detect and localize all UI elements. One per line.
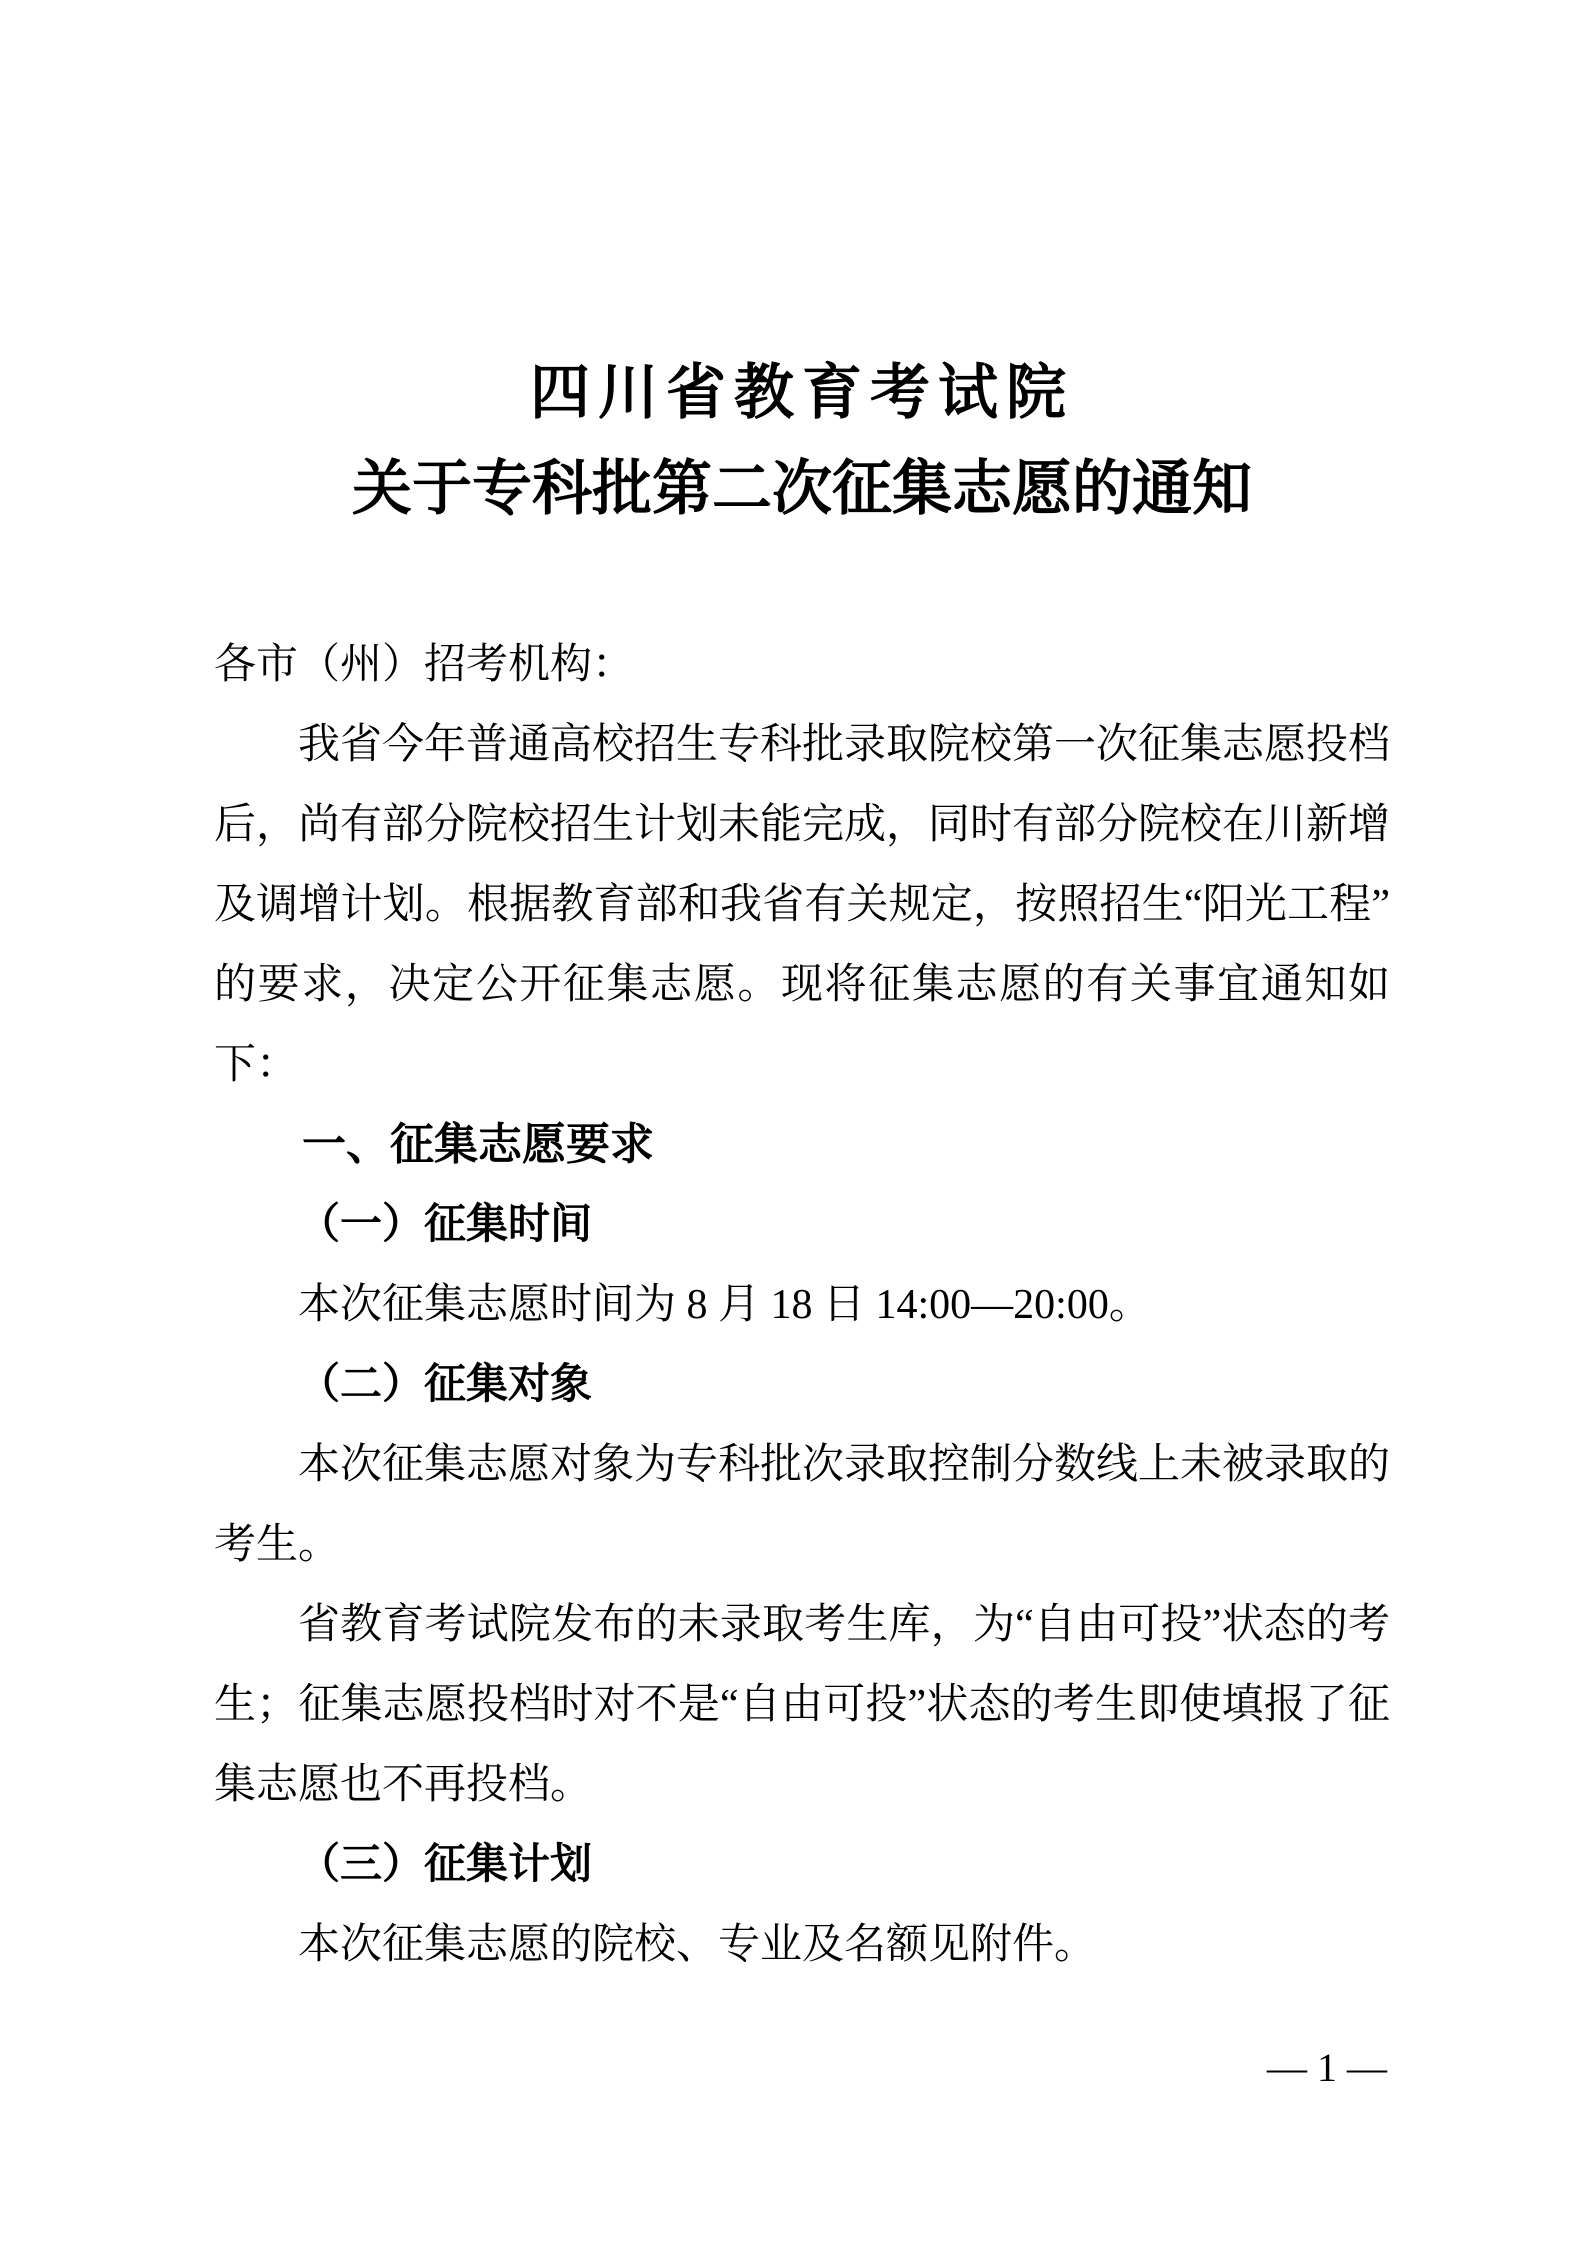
document-title-line1: 四川省教育考试院: [530, 358, 1074, 428]
page-number: — 1 —: [1267, 2045, 1387, 2090]
salutation: 各市（州）招考机构：: [214, 642, 635, 688]
document-content: [214, 0, 1390, 1985]
subsection2-paragraph-1: 本次征集志愿对象为专科批次录取控制分数线上未被录取的考生。: [214, 1442, 1391, 1568]
subsection2-heading: （二）征集对象: [298, 1362, 593, 1408]
document-title-line2: 关于专科批第二次征集志愿的通知: [352, 454, 1252, 524]
subsection1-paragraph: 本次征集志愿时间为 8 月 18 日 14:00—20:00。: [298, 1282, 1151, 1328]
subsection2-paragraph-2: 省教育考试院发布的未录取考生库，为“自由可投”状态的考生；征集志愿投档时对不是“自由可投”状态的考生即使填报了征集志愿也不再投档。: [214, 1602, 1390, 1808]
subsection3-paragraph: 本次征集志愿的院校、专业及名额见附件。: [298, 1922, 1097, 1968]
subsection3-heading: （三）征集计划: [298, 1842, 593, 1888]
document-body: [214, 625, 1390, 1985]
intro-paragraph: 我省今年普通高校招生专科批录取院校第一次征集志愿投档后，尚有部分院校招生计划未能完成，同时有部分院校在川新增及调增计划。根据教育部和我省有关规定，按照招生“阳光工程”的要求，决定公开征集志愿。现将征集志愿的有关事宜通知如下：: [214, 722, 1391, 1088]
section1-heading: 一、征集志愿要求: [302, 1119, 654, 1170]
document-title: [214, 345, 1390, 537]
subsection1-heading: （一）征集时间: [298, 1202, 593, 1248]
